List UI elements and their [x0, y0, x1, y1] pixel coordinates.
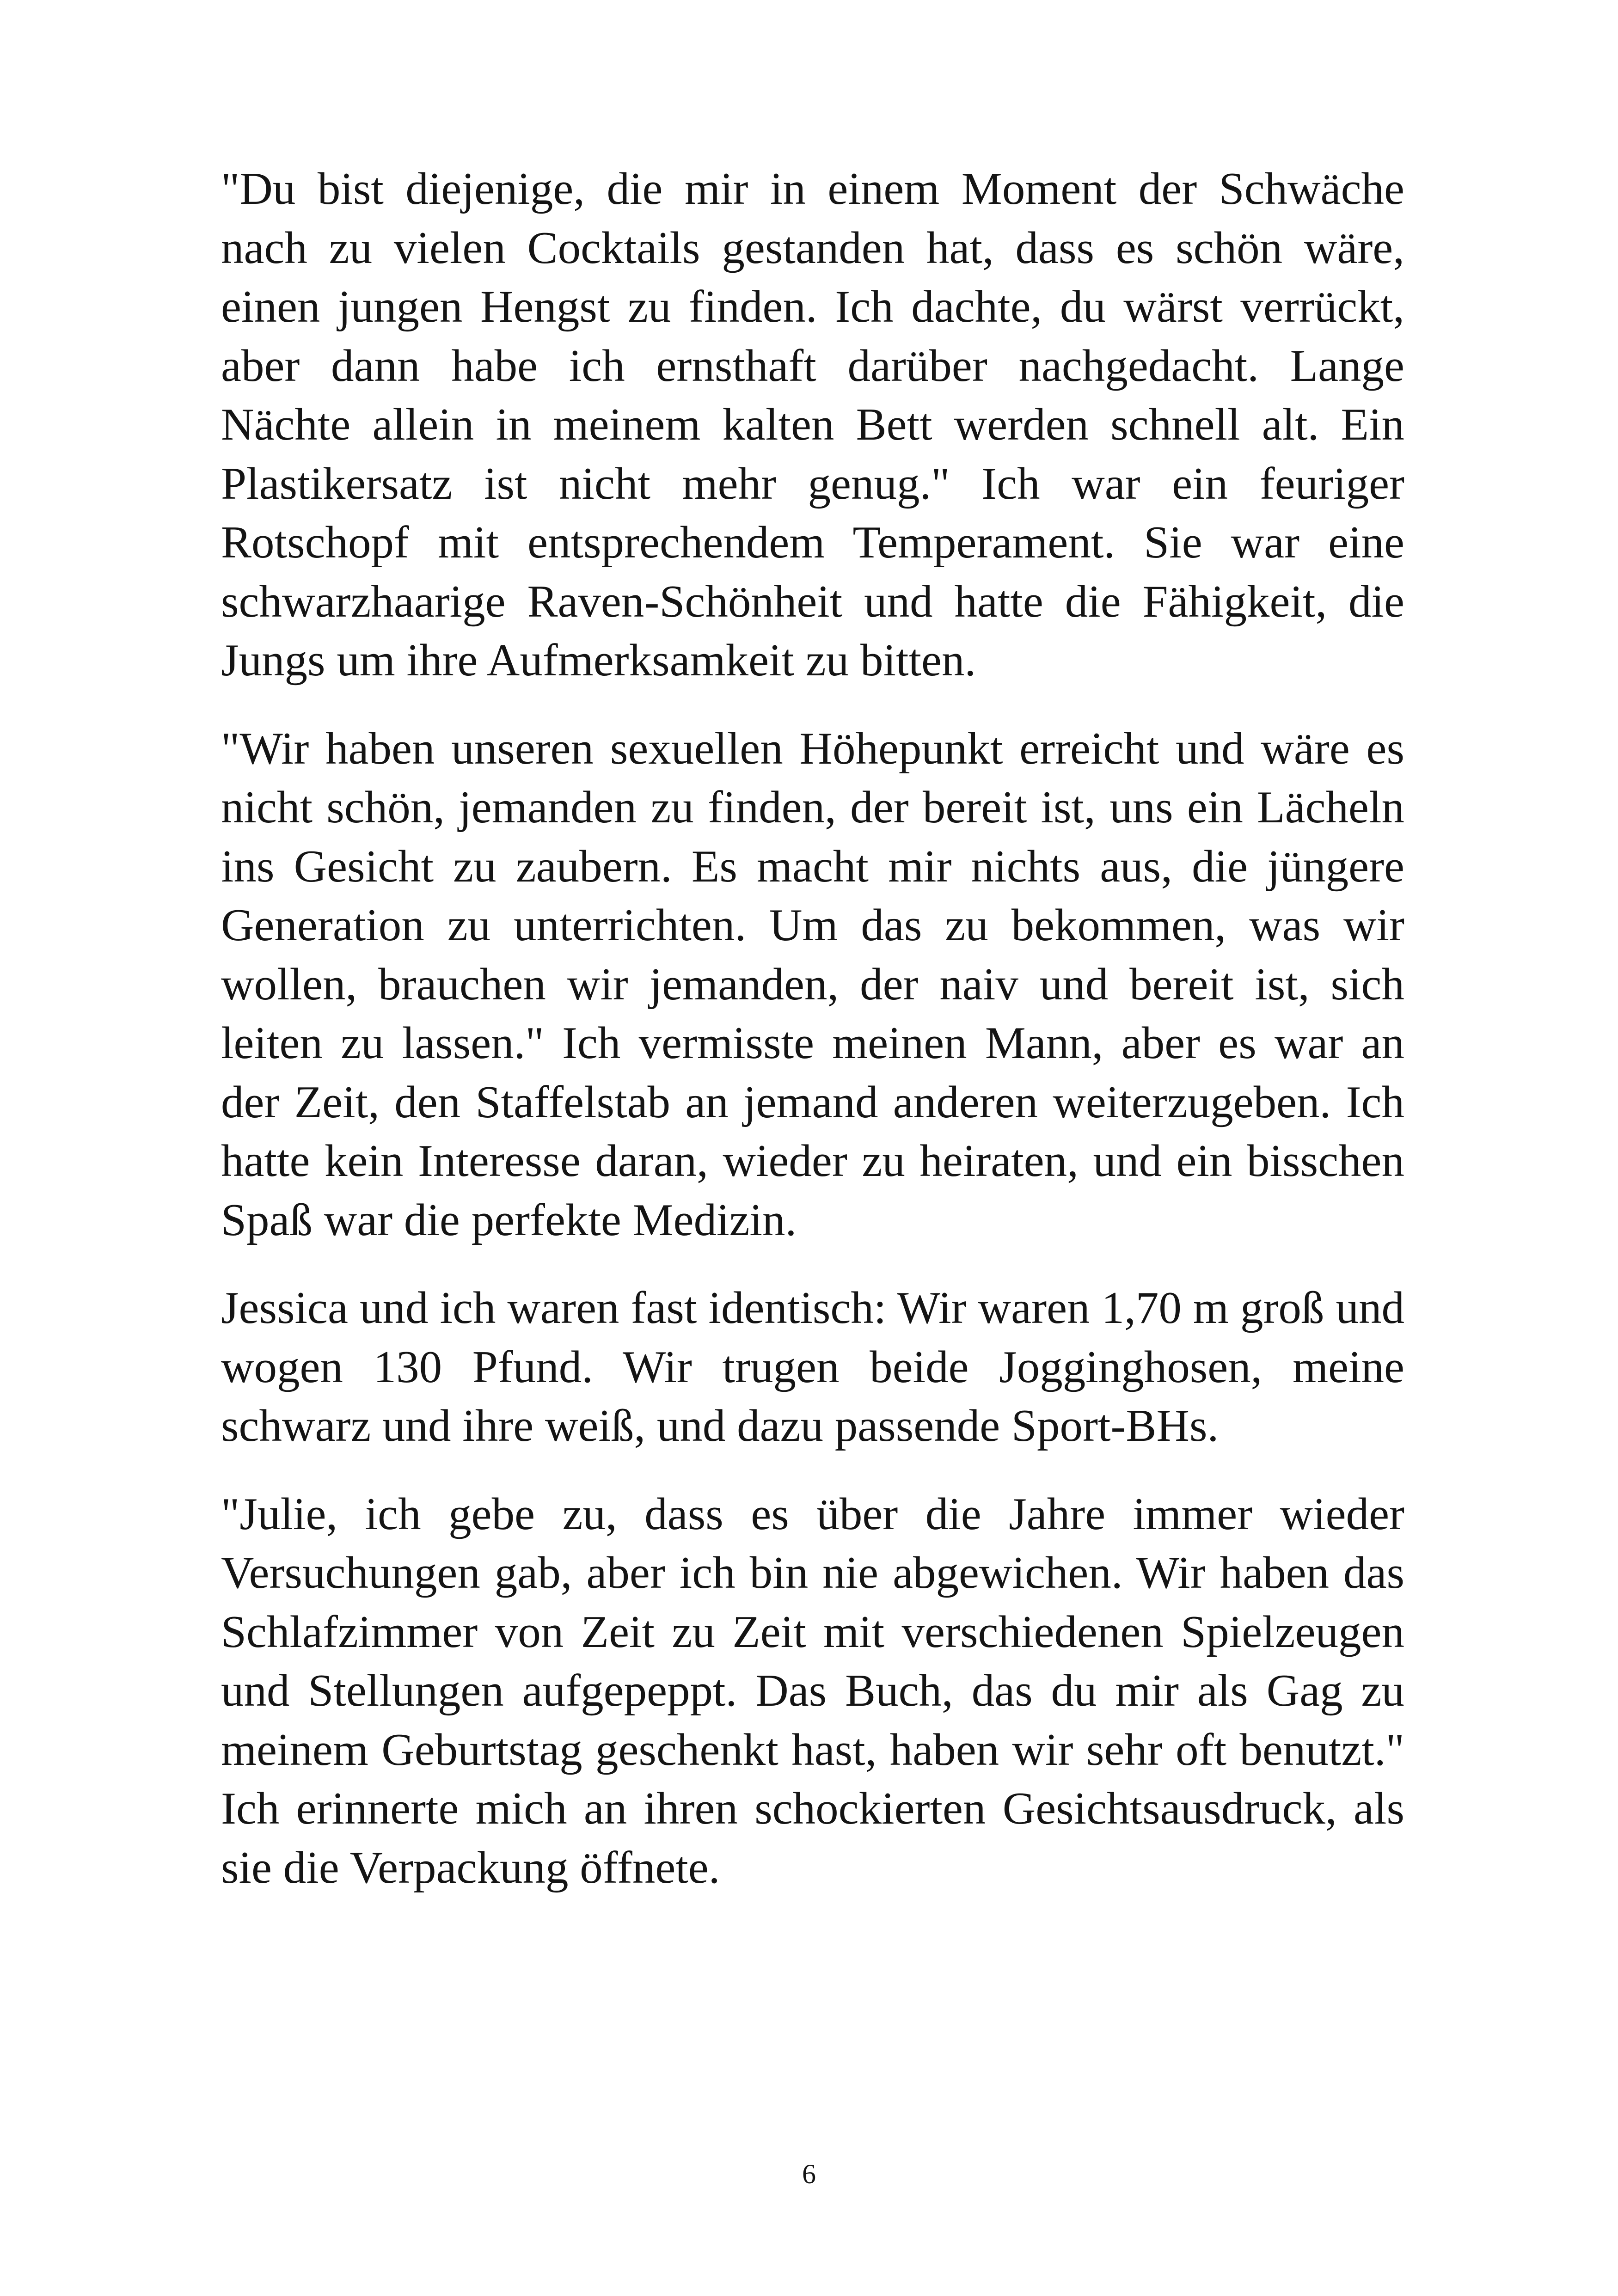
- paragraph-1: "Du bist diejenige, die mir in einem Moment der Schwäche nach zu vielen Cocktails gestanden hat, dass es schön wäre, einen jungen Hengst zu finden. Ich dachte, du wärst verrückt, aber dann habe ich ernsthaft darüber nachgedacht. Lange Nächte allein in meinem kalten Bett werden schnell alt. Ein Plastikersatz ist nicht mehr genug." Ich war ein feuriger Rotschopf mit entsprechendem Temperament. Sie war eine schwarzhaarige Raven-Schönheit und hatte die Fähigkeit, die Jungs um ihre Aufmerksamkeit zu bitten.: [221, 164, 1404, 686]
- paragraph-4: "Julie, ich gebe zu, dass es über die Jahre immer wieder Versuchungen gab, aber ich bin nie abgewichen. Wir haben das Schlafzimmer von Zeit zu Zeit mit verschiedenen Spielzeugen und Stellungen aufgepeppt. Das Buch, das du mir als Gag zu meinem Geburtstag geschenkt hast, haben wir sehr oft benutzt." Ich erinnerte mich an ihren schockierten Gesichtsausdruck, als sie die Verpackung öffnete.: [221, 1488, 1404, 1893]
- page-number: 6: [802, 2159, 816, 2189]
- paragraph-3: Jessica und ich waren fast identisch: Wir waren 1,70 m groß und wogen 130 Pfund. Wir trugen beide Jogginghosen, meine schwarz und ihre weiß, und dazu passende Sport-BHs.: [221, 1283, 1404, 1451]
- paragraph-2: "Wir haben unseren sexuellen Höhepunkt erreicht und wäre es nicht schön, jemanden zu finden, der bereit ist, uns ein Lächeln ins Gesicht zu zaubern. Es macht mir nichts aus, die jüngere Generation zu unterrichten. Um das zu bekommen, was wir wollen, brauchen wir jemanden, der naiv und bereit ist, sich leiten zu lassen." Ich vermisste meinen Mann, aber es war an der Zeit, den Staffelstab an jemand anderen weiterzugeben. Ich hatte kein Interesse daran, wieder zu heiraten, und ein bisschen Spaß war die perfekte Medizin.: [221, 723, 1404, 1245]
- body-text: [221, 159, 1404, 1926]
